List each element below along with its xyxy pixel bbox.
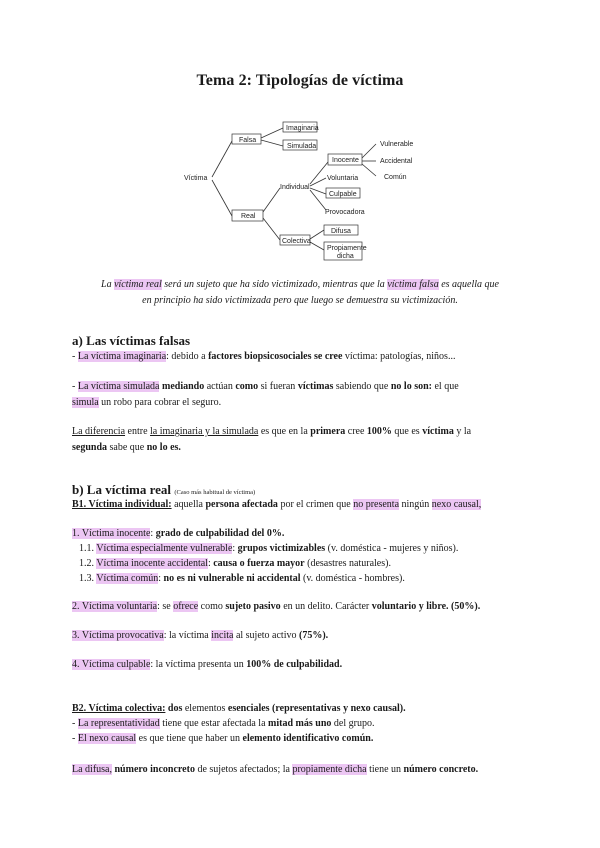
b2-representatividad: - La representatividad tiene que estar afectada la mitad más uno del grupo.: [72, 718, 375, 729]
node-root: Víctima: [184, 175, 208, 182]
item-1-2-accidental: 1.2. Víctima inocente accidental: causa o fuerza mayor (desastres naturales).: [79, 558, 391, 569]
victim-typology-diagram: [170, 118, 430, 263]
edge-individual-inocente: [310, 162, 328, 184]
b2-line: B2. Víctima colectiva: dos elementos esenciales (representativas y nexo causal).: [72, 703, 406, 714]
node-comun: Común: [384, 174, 407, 181]
edge-real-individual: [263, 188, 280, 212]
node-vulnerable: Vulnerable: [380, 141, 414, 148]
node-dicha: dicha: [337, 253, 354, 260]
node-falsa: Falsa: [239, 137, 257, 144]
edge-individual-voluntaria: [310, 178, 326, 186]
node-real: Real: [241, 213, 256, 220]
page-title: Tema 2: Tipologías de víctima: [196, 72, 404, 89]
definition-line-2: en principio ha sido victimizada pero que luego se demuestra su victimización.: [142, 295, 458, 306]
diferencia-line-2: segunda sabe que no lo es.: [72, 442, 181, 453]
node-voluntaria: Voluntaria: [327, 175, 359, 182]
node-inocente: Inocente: [332, 157, 359, 164]
section-b-title: b) La víctima real (Caso más habitual de víctima): [72, 482, 256, 497]
item-3-provocativa: 3. Víctima provocativa: la víctima incita al sujeto activo (75%).: [72, 630, 329, 641]
node-imaginaria: Imaginaria: [286, 125, 319, 132]
node-individual: Individual: [280, 184, 310, 191]
node-provocadora: Provocadora: [325, 209, 365, 216]
edge-falsa-imaginaria: [261, 128, 283, 138]
node-accidental: Accidental: [380, 158, 413, 165]
highlight-victima-real: víctima real: [114, 279, 162, 290]
node-simulada: Simulada: [287, 143, 317, 150]
diferencia-line-1: La diferencia entre la imaginaria y la simulada es que en la primera cree 100% que es víctima y la: [72, 426, 472, 437]
item-1-inocente: 1. Víctima inocente: grado de culpabilidad del 0%.: [72, 528, 285, 539]
section-a-title: a) Las víctimas falsas: [72, 333, 191, 348]
section-b-subtitle: (Caso más habitual de víctima): [174, 489, 256, 496]
edge-colectiva-difusa: [310, 230, 324, 239]
node-colectiva: Colectiva: [282, 238, 311, 245]
falsas-imaginaria-line: - La víctima imaginaria: debido a factores biopsicosociales se cree víctima: patologías, niños...: [72, 351, 456, 362]
definition-paragraph: [70, 277, 530, 309]
item-2-voluntaria: 2. Víctima voluntaria: se ofrece como sujeto pasivo en un delito. Carácter voluntario y libre. (50%).: [72, 601, 481, 612]
highlight-victima-falsa: víctima falsa: [387, 279, 439, 290]
b2-nexo-causal: - El nexo causal es que tiene que haber un elemento identificativo común.: [72, 733, 374, 744]
edge-root-real: [212, 180, 232, 216]
falsas-simulada-line-2: simula un robo para cobrar el seguro.: [72, 397, 222, 408]
item-4-culpable: 4. Víctima culpable: la víctima presenta un 100% de culpabilidad.: [72, 659, 343, 670]
falsas-simulada-line-1: - La víctima simulada mediando actúan como si fueran víctimas sabiendo que no lo son: el que: [72, 381, 459, 392]
node-difusa: Difusa: [331, 228, 351, 235]
edge-inocente-comun: [362, 164, 376, 176]
node-culpable: Culpable: [329, 191, 357, 198]
item-1-3-comun: 1.3. Víctima común: no es ni vulnerable ni accidental (v. doméstica - hombres).: [79, 573, 405, 584]
b1-line: B1. Víctima individual: aquella persona afectada por el crimen que no presenta ningún nexo causal,: [72, 499, 482, 510]
diagram-svg: [170, 118, 430, 263]
difusa-line: La difusa, número inconcreto de sujetos afectados; la propiamente dicha tiene un número concreto.: [72, 764, 479, 775]
definition-line-1: La víctima real será un sujeto que ha sido victimizado, mientras que la víctima falsa es aquella que: [101, 279, 499, 290]
edge-inocente-vulnerable: [362, 144, 376, 158]
item-1-1-vulnerable: 1.1. Víctima especialmente vulnerable: grupos victimizables (v. doméstica - mujeres y niños).: [79, 543, 459, 554]
node-propiamente: Propiamente: [327, 245, 367, 252]
edge-root-falsa: [212, 141, 232, 177]
edge-real-colectiva: [263, 218, 280, 240]
edge-falsa-simulada: [261, 140, 283, 146]
edge-colectiva-propiamente: [310, 242, 324, 250]
